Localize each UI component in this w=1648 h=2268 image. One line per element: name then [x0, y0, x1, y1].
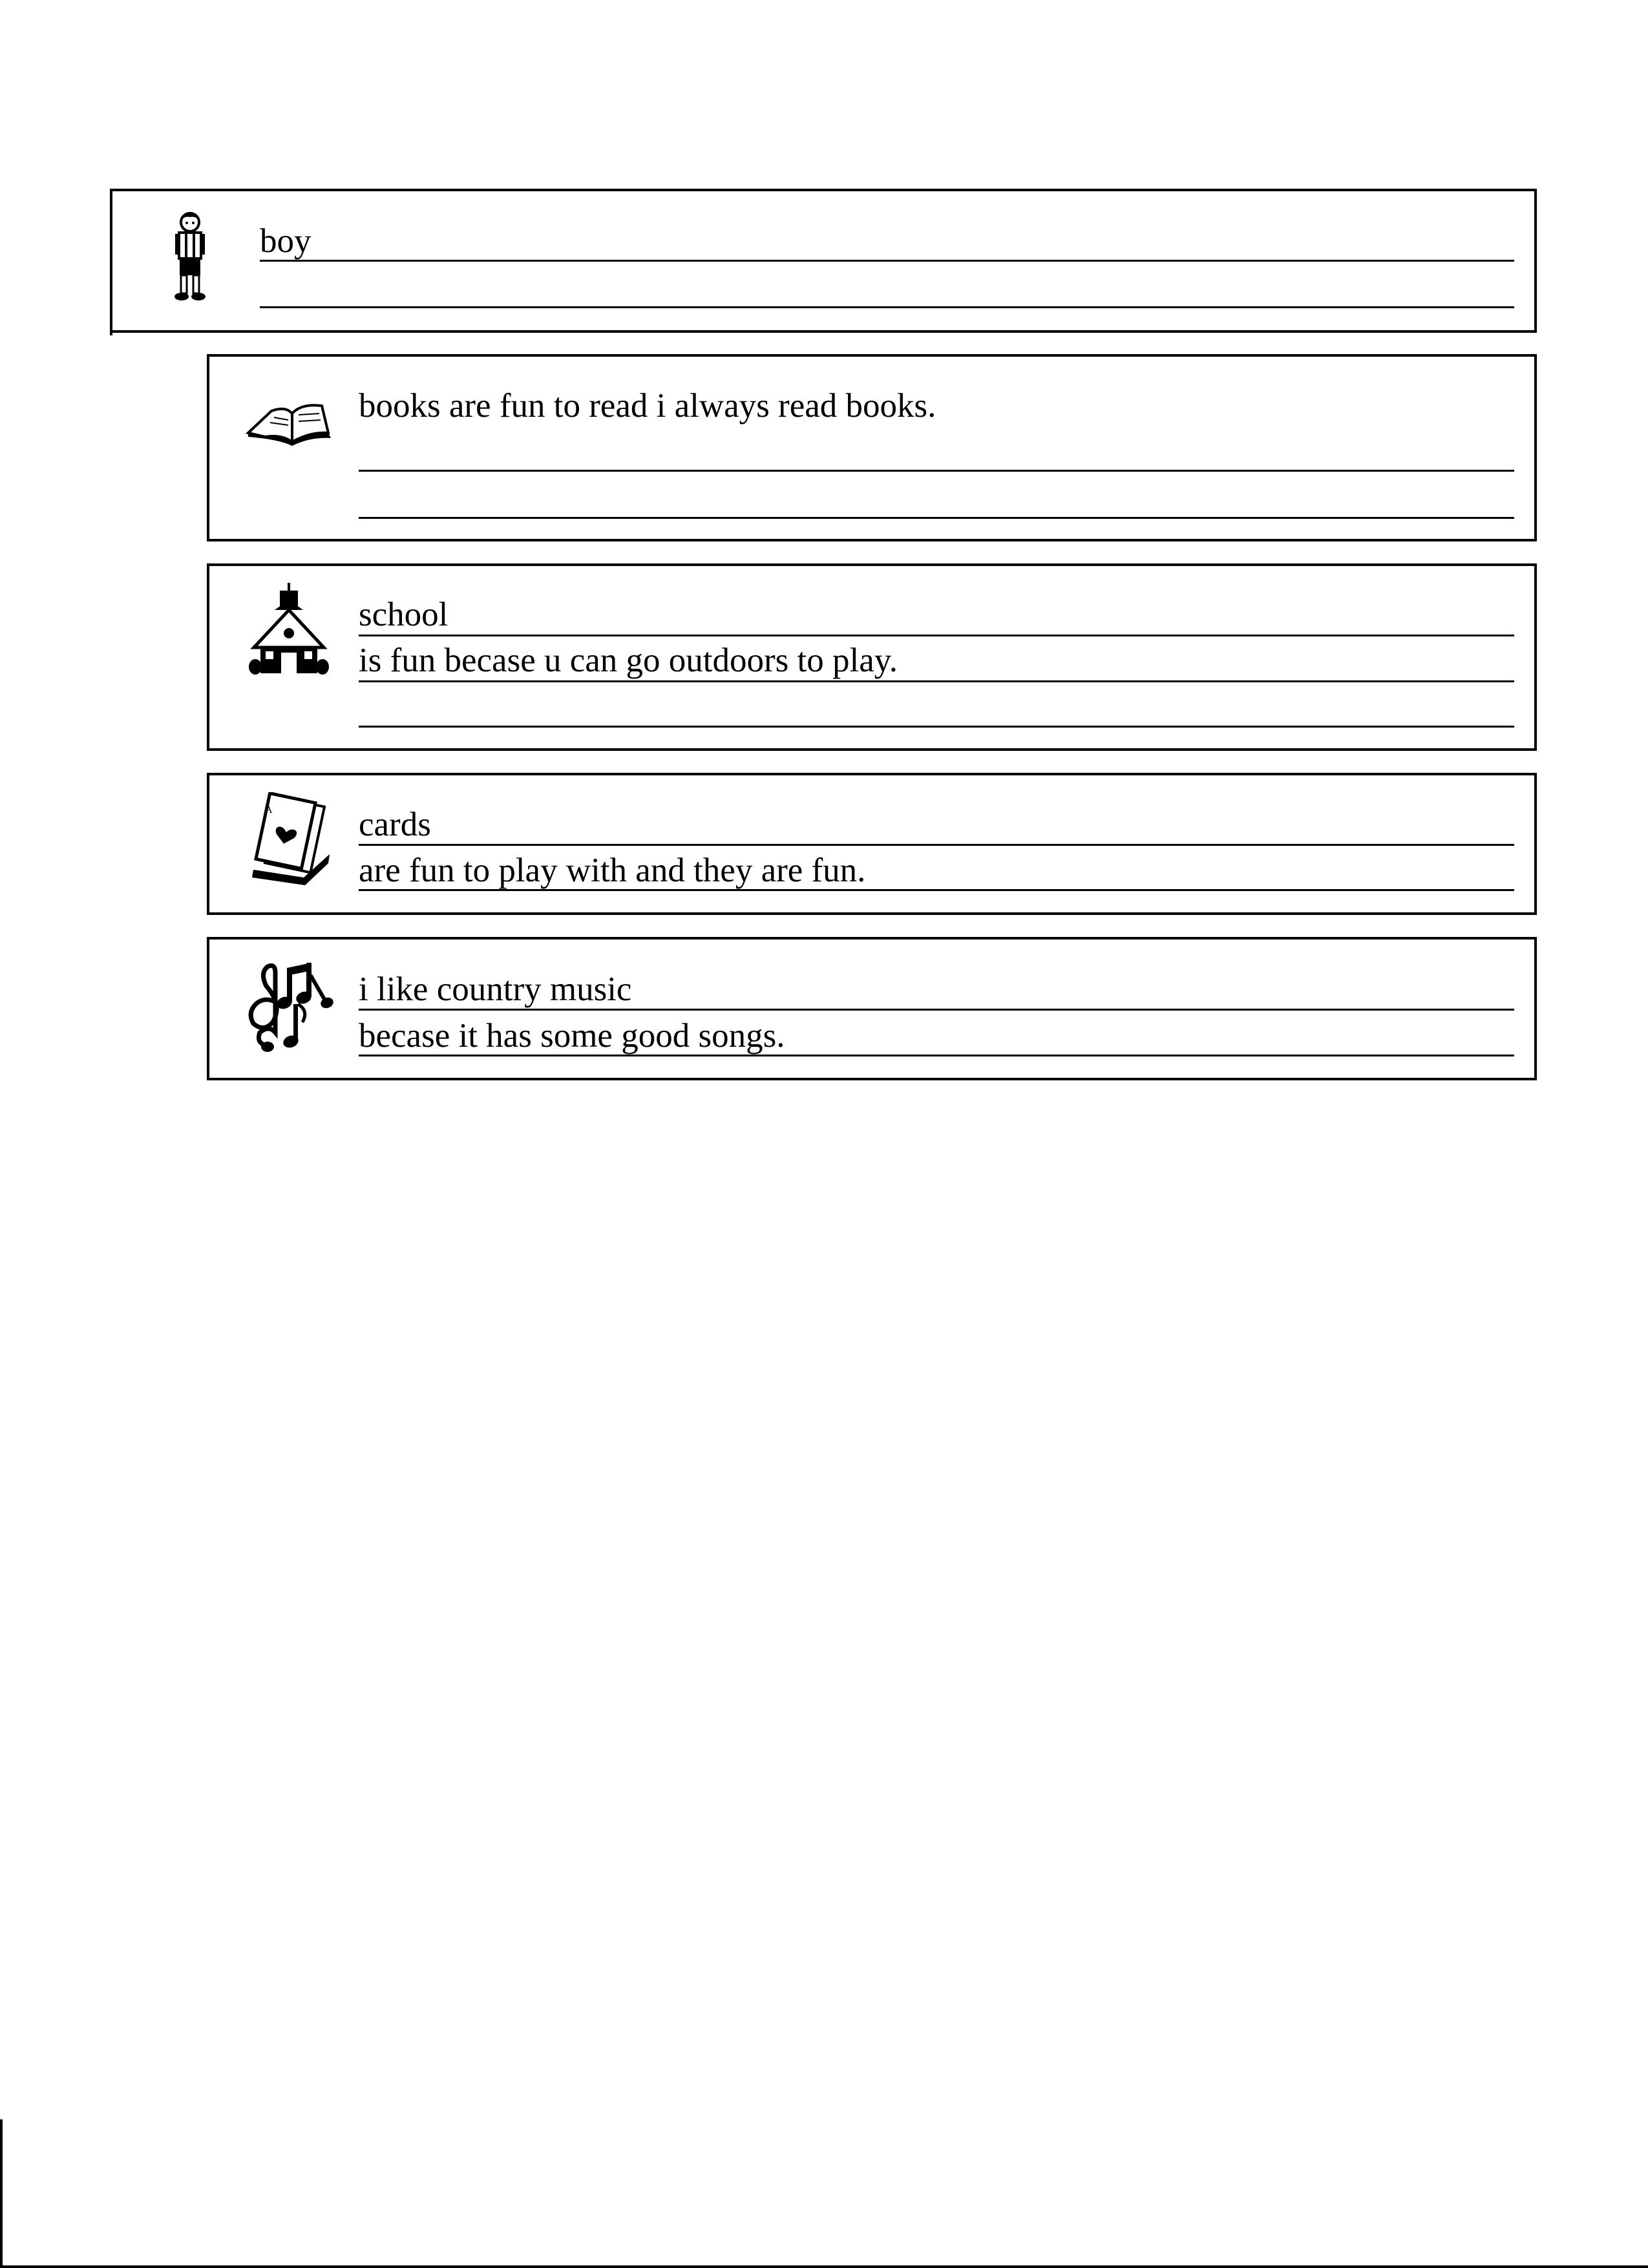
writing-line: [260, 260, 1514, 262]
writing-line: [359, 470, 1514, 472]
writing-line: [260, 306, 1514, 308]
worksheet-item-books: [207, 354, 1537, 541]
item-line-text: becase it has some good songs.: [359, 1017, 785, 1055]
writing-line: [359, 635, 1514, 636]
open-book-icon: [246, 394, 336, 446]
boy-icon: [171, 211, 209, 302]
scan-edge-line: [0, 2265, 1648, 2268]
box-edge-mark: [110, 326, 112, 335]
item-line-text: cards: [359, 806, 431, 843]
item-line-text: are fun to play with and they are fun.: [359, 852, 866, 889]
writing-line: [359, 844, 1514, 846]
writing-line: [359, 680, 1514, 682]
writing-line: [359, 1055, 1514, 1056]
music-notes-icon: [247, 960, 334, 1054]
writing-line: [359, 517, 1514, 519]
svg-text:A: A: [265, 804, 273, 815]
writing-line: [359, 889, 1514, 891]
writing-line: [359, 1009, 1514, 1011]
item-line-text: i like country music: [359, 971, 632, 1008]
scan-edge-line: [0, 2119, 3, 2268]
item-line-text: boy: [260, 222, 312, 260]
playing-cards-icon: [246, 792, 336, 886]
item-line-text: books are fun to read i always read books.: [359, 387, 936, 425]
schoolhouse-icon: [249, 582, 330, 675]
item-line-text: school: [359, 596, 449, 633]
item-line-text: is fun becase u can go outdoors to play.: [359, 642, 898, 679]
writing-line: [359, 726, 1514, 728]
